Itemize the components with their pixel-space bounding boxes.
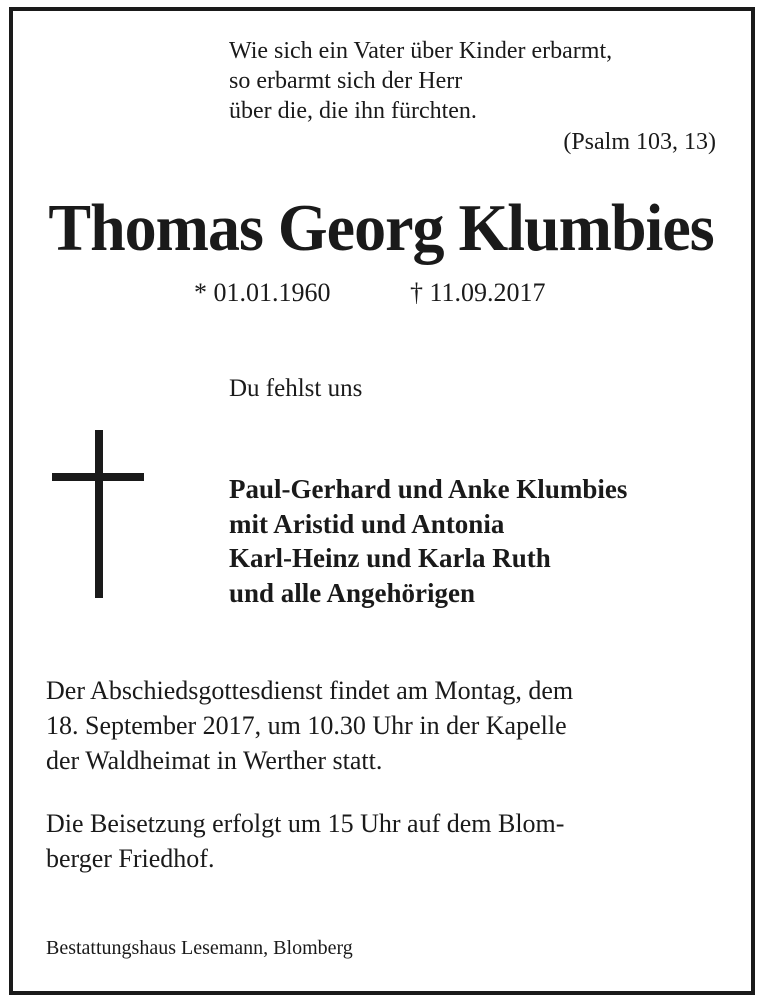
deceased-name: Thomas Georg Klumbies — [48, 190, 714, 265]
service-line: der Waldheimat in Werther statt. — [46, 746, 383, 775]
cross-icon — [52, 430, 144, 598]
mourner-line: mit Aristid und Antonia — [229, 508, 505, 539]
service-announcement — [46, 673, 573, 778]
mourner-line: Paul-Gerhard und Anke Klumbies — [229, 474, 628, 504]
birth-date: * 01.01.1960 — [194, 278, 331, 307]
burial-line: berger Friedhof. — [46, 844, 215, 873]
burial-line: Die Beisetzung erfolgt um 15 Uhr auf dem Blom- — [46, 809, 565, 838]
verse-line: Wie sich ein Vater über Kinder erbarmt, — [229, 38, 613, 64]
psalm-verse — [229, 36, 612, 126]
service-line: Der Abschiedsgottesdienst findet am Montag, dem — [46, 676, 574, 705]
death-date: † 11.09.2017 — [410, 278, 546, 307]
mourner-line: und alle Angehörigen — [229, 577, 476, 608]
missed-text: Du fehlst uns — [229, 375, 363, 402]
verse-line: so erbarmt sich der Herr — [229, 68, 463, 94]
verse-line: über die, die ihn fürchten. — [229, 98, 477, 124]
service-line: 18. September 2017, um 10.30 Uhr in der Kapelle — [46, 711, 567, 740]
burial-announcement — [46, 806, 564, 876]
verse-source: (Psalm 103, 13) — [563, 129, 716, 155]
cross-horizontal-bar — [52, 473, 144, 481]
undertaker-credit: Bestattungshaus Lesemann, Blomberg — [46, 937, 353, 959]
mourners-list — [229, 472, 627, 610]
mourner-line: Karl-Heinz und Karla Ruth — [229, 543, 551, 573]
cross-vertical-bar — [95, 430, 103, 598]
